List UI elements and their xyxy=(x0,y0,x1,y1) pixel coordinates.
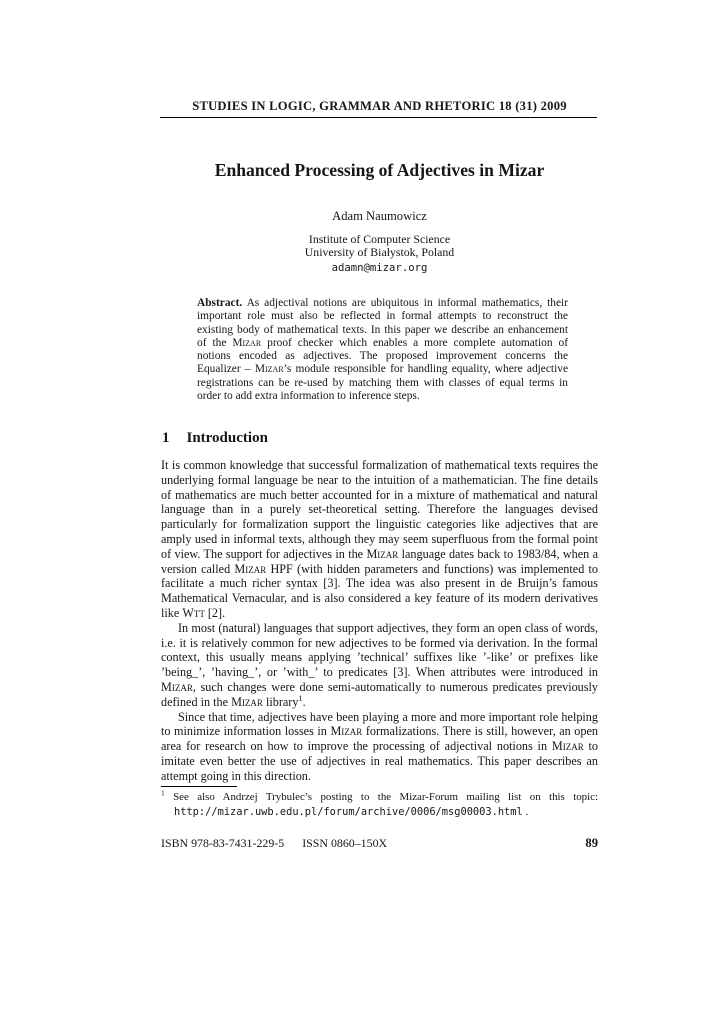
section-number: 1 xyxy=(162,430,170,446)
body-text xyxy=(161,458,598,784)
paragraph-1: It is common knowledge that successful formalization of mathematical texts requires the underlying formal language be near to the intuition of a mathematician. The fine details of mathematics are much better accounted for in a mixture of mathematical and natural language than in a purely set-theoretical setting. Therefore the languages devised particularly for formalization support the linguistic categories like adjectives that are amply used in informal texts, although they may seem superfluous from the formal point of view. The support for adjectives in the Mizar language dates back to 1983/84, when a version called Mizar HPF (with hidden parameters and functions) was implemented to facilitate a much richer syntax [3]. The idea was also present in de Bruijn’s famous Mathematical Vernacular, and is also considered a key feature of its modern derivatives like Wtt [2]. xyxy=(161,458,598,620)
page-footer xyxy=(161,836,598,851)
author-email: adamn@mizar.org xyxy=(331,261,428,274)
affiliation-university: University of Białystok, Poland xyxy=(304,245,455,260)
journal-header: STUDIES IN LOGIC, GRAMMAR AND RHETORIC 18 (31) 2009 xyxy=(192,99,567,113)
section-heading xyxy=(162,430,599,447)
issn-label: ISSN 0860–150X xyxy=(302,836,388,850)
section-title: Introduction xyxy=(186,430,268,446)
footnote: $^1$ See also Andrzej Trybulec’s posting to the Mizar-Forum mailing list on this topic: http://mizar.uwb.edu.pl/forum/archive/0006/msg00003.html . xyxy=(161,788,598,819)
page-title: Enhanced Processing of Adjectives in Mizar xyxy=(214,160,545,180)
isbn-issn-line xyxy=(161,836,387,851)
footnote-rule xyxy=(161,786,237,787)
affiliation-institute: Institute of Computer Science xyxy=(308,232,451,246)
header-rule xyxy=(160,117,597,118)
affiliation-block xyxy=(161,233,598,275)
paragraph-2: In most (natural) languages that support adjectives, they form an open class of words, i.e. it is relatively common for new adjectives to be formed via derivation. In the formal context, this usually means applying ’technical’ suffixes like ’-like’ or prefixes like ’being_’, ’having_’, or ’with_’ to predicates [3]. When attributes were introduced in Mizar, such changes were done semi-automatically to numerous predicates previously defined in the Mizar library$^1$. xyxy=(161,620,598,709)
author-name: Adam Naumowicz xyxy=(332,209,427,223)
paragraph-3: Since that time, adjectives have been playing a more and more important role helping to minimize information losses in Mizar formalizations. There is still, however, an open area for research on how to improve the processing of adjectival notions in Mizar to imitate even better the use of adjectives in real mathematics. This paper describes an attempt going in this direction. xyxy=(161,709,598,783)
isbn-label: ISBN 978-83-7431-229-5 xyxy=(161,836,285,850)
abstract-paragraph: Abstract. As adjectival notions are ubiquitous in informal mathematics, their important role must also be reflected in formal attempts to reconstruct the existing body of mathematical texts. In this paper we describe an enhancement of the Mizar proof checker which enables a more complete automation of notions encoded as adjectives. The proposed improvement concerns the Equalizer – Mizar’s module responsible for handling equality, where adjective registrations can be re-used by matching them with classes of equal terms in order to add extra information to inference steps. xyxy=(197,297,569,403)
page-number: 89 xyxy=(585,836,598,850)
